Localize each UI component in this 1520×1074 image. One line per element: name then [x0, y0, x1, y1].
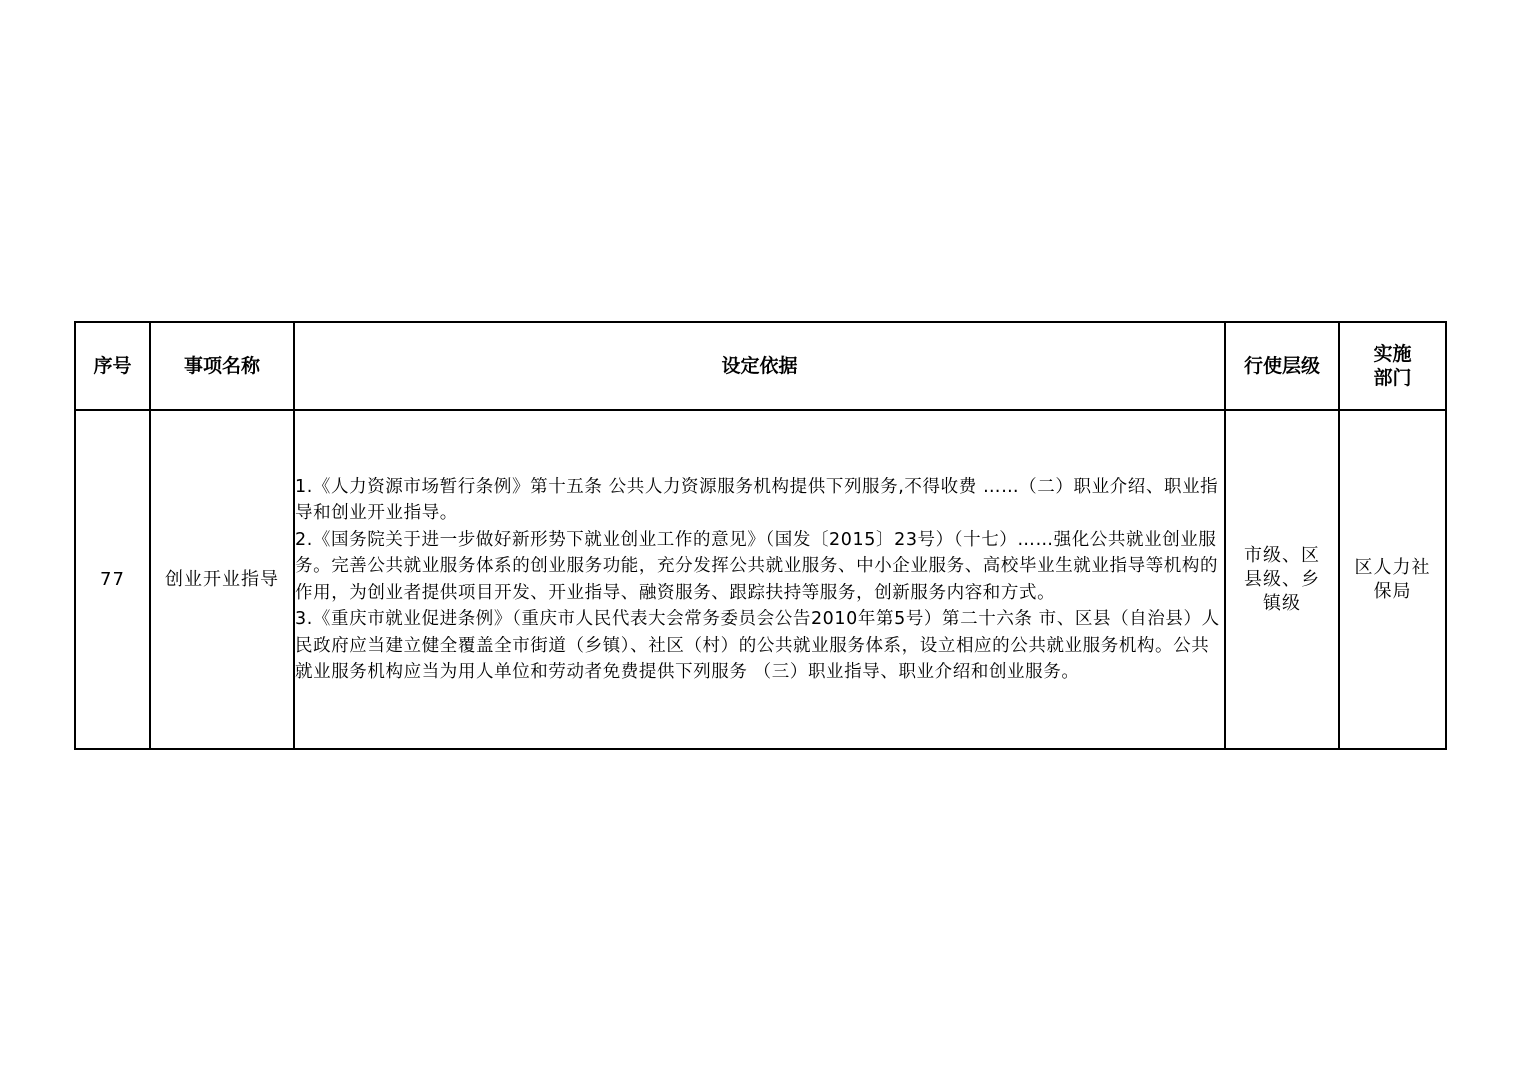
header-level: 行使层级	[1225, 322, 1339, 410]
header-item-name: 事项名称	[150, 322, 294, 410]
table-row	[75, 410, 1446, 749]
cell-basis	[294, 410, 1225, 749]
basis-paragraph-2: 2.《国务院关于进一步做好新形势下就业创业工作的意见》（国发〔2015〕23号）（十七）……强化公共就业创业服务。完善公共就业服务体系的创业服务功能，充分发挥公共就业服务、中小企业服务、高校毕业生就业指导等机构的作用，为创业者提供项目开发、开业指导、融资服务、跟踪扶持等服务，创新服务内容和方式。	[295, 529, 1219, 603]
table-header-row	[75, 322, 1446, 410]
header-basis: 设定依据	[294, 322, 1225, 410]
header-department-label: 实施 部门	[1373, 343, 1412, 389]
items-table	[74, 321, 1447, 750]
cell-serial: 77	[75, 410, 150, 749]
cell-department-label: 区人力社 保局	[1354, 556, 1431, 602]
cell-level-label: 市级、区 县级、乡 镇级	[1244, 544, 1320, 614]
cell-department	[1339, 410, 1446, 749]
basis-paragraph-1: 1.《人力资源市场暂行条例》第十五条 公共人力资源服务机构提供下列服务,不得收费 ……（二）职业介绍、职业指导和创业开业指导。	[295, 476, 1219, 523]
header-serial: 序号	[75, 322, 150, 410]
header-department	[1339, 322, 1446, 410]
cell-level	[1225, 410, 1339, 749]
cell-item-name: 创业开业指导	[150, 410, 294, 749]
basis-paragraph-3: 3.《重庆市就业促进条例》（重庆市人民代表大会常务委员会公告2010年第5号）第二十六条 市、区县（自治县）人民政府应当建立健全覆盖全市街道（乡镇）、社区（村）的公共就业服务体系，设立相应的公共就业服务机构。公共就业服务机构应当为用人单位和劳动者免费提供下列服务 （三）职业指导、职业介绍和创业服务。	[295, 609, 1220, 682]
